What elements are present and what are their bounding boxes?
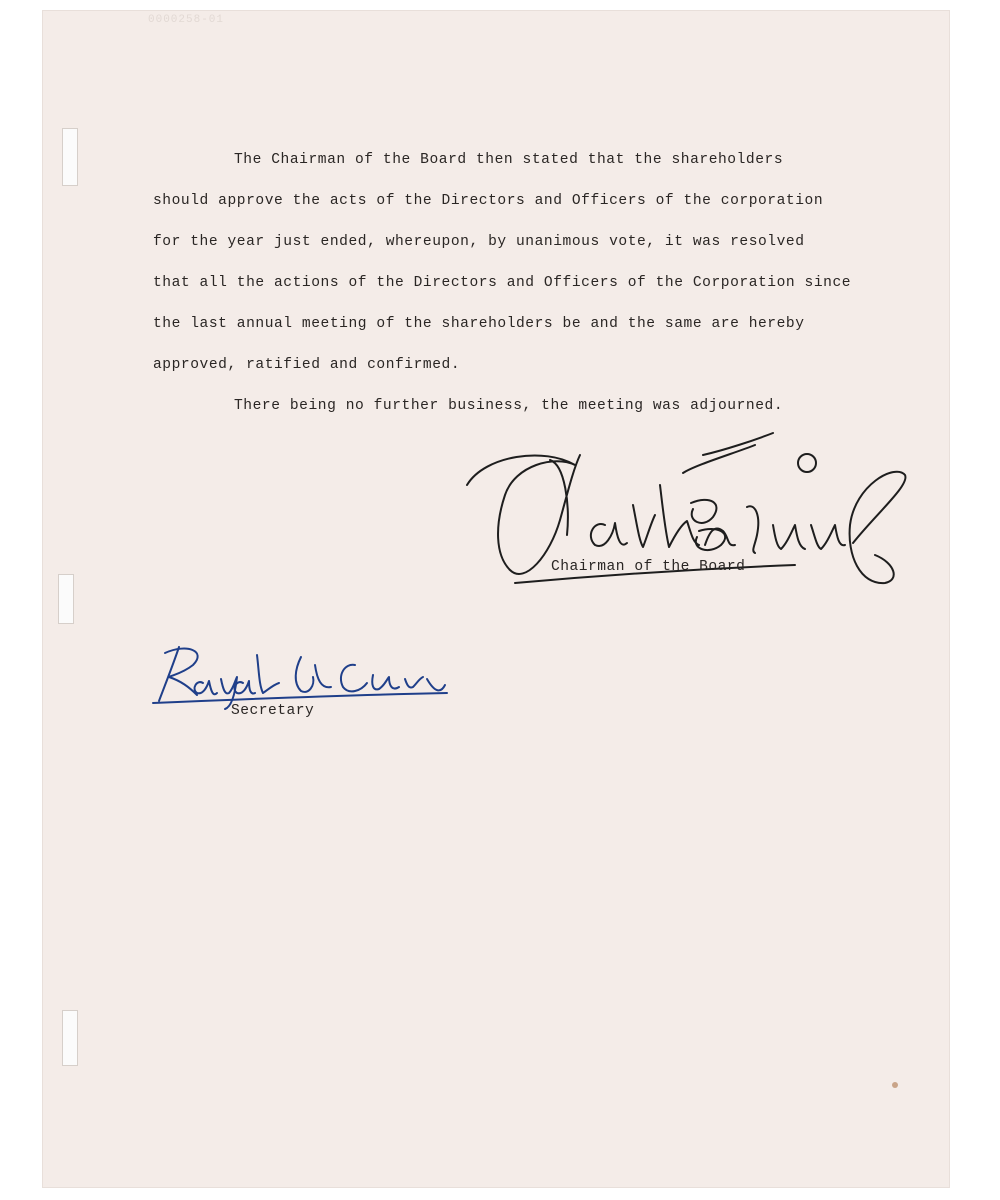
paragraph-line-6: approved, ratified and confirmed. xyxy=(153,357,461,373)
paragraph-line-2: should approve the acts of the Directors and Officers of the corporation xyxy=(153,193,824,209)
paragraph-line-1: The Chairman of the Board then stated that the shareholders xyxy=(234,152,784,168)
secretary-signature xyxy=(145,635,455,710)
faded-stamp: 0000258-01 xyxy=(148,14,225,26)
paragraph-line-5: the last annual meeting of the shareholders be and the same are hereby xyxy=(153,316,805,332)
paragraph-line-3: for the year just ended, whereupon, by unanimous vote, it was resolved xyxy=(153,234,805,250)
paragraph-line-4: that all the actions of the Directors and Officers of the Corporation since xyxy=(153,275,852,291)
ink-spot xyxy=(892,1082,898,1088)
secretary-label: Secretary xyxy=(231,703,315,719)
chairman-label: Chairman of the Board xyxy=(551,559,746,575)
closing-line: There being no further business, the meeting was adjourned. xyxy=(234,398,784,414)
